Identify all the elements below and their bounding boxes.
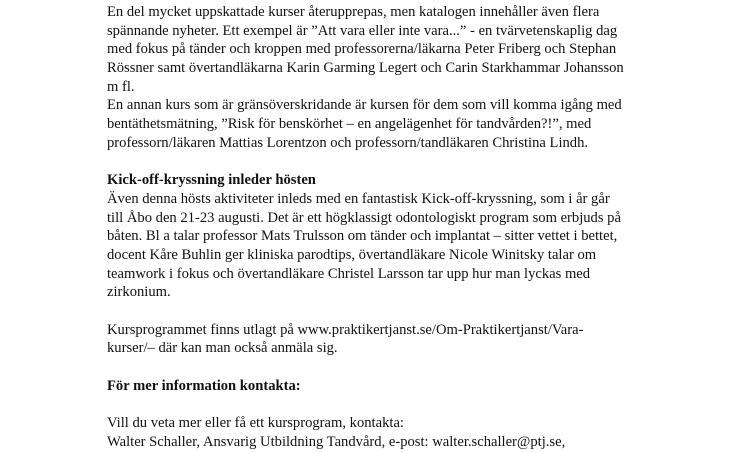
text-line: kurser/– där kan man också anmäla sig.: [107, 340, 338, 357]
text-line: teamwork i fokus och övertandläkare Christel Larsson tar upp hur man lyckas med: [107, 265, 591, 282]
text-line: professorn/läkaren Mattias Lorentzon och professorn/tandläkaren Christina Lindh.: [107, 134, 589, 151]
text-line: zirkonium.: [107, 284, 171, 301]
text-line: spännande nyheter. Ett exempel är ”Att vara eller inte vara...” - en tvärvetenskaplig dag: [107, 22, 618, 39]
paragraph-spacer: [107, 358, 637, 377]
text-line: Walter Schaller, Ansvarig Utbildning Tandvård, e-post: walter.schaller@ptj.se,: [107, 433, 566, 450]
text-line: En del mycket uppskattade kurser återupprepas, men katalogen innehåller även flera: [107, 4, 600, 20]
text-line: Även denna hösts aktiviteter inleds med en fantastisk Kick-off-kryssning, som i år går: [107, 190, 610, 207]
text-line: Vill du veta mer eller få ett kursprogram, kontakta:: [107, 415, 404, 432]
text-line: Rössner samt övertandläkarna Karin Garming Legert och Carin Starkhammar Johansson: [107, 60, 624, 77]
paragraph-bone-density-course: [107, 96, 637, 152]
paragraph-new-courses: [107, 3, 637, 96]
text-line: med fokus på tänder och kroppen med professorerna/läkarna Peter Friberg och Stephan: [107, 41, 617, 58]
section-kickoff-cruise: [107, 171, 637, 302]
text-line: Kursprogrammet finns utlagt på www.praktikertjanst.se/Om-Praktikertjanst/Vara-: [107, 321, 584, 338]
paragraph-spacer: [107, 302, 637, 321]
text-line: bentäthetsmätning, ”Risk för benskörhet – en angelägenhet för tandvården?!”, med: [107, 116, 592, 133]
paragraph-spacer: [107, 153, 637, 172]
document-page: [107, 3, 637, 452]
text-line: till Åbo den 21-23 augusti. Det är ett högklassigt odontologiskt program som erbjuds på: [107, 209, 621, 226]
paragraph-spacer: [107, 395, 637, 414]
section-heading: För mer information kontakta:: [107, 377, 301, 394]
text-line: m fl.: [107, 78, 135, 95]
text-line: En annan kurs som är gränsöverskridande är kursen för dem som vill komma igång med: [107, 97, 622, 114]
section-contact: [107, 377, 637, 452]
text-line: båten. Bl a talar professor Mats Trulsson om tänder och implantat – sitter vettet i bettet,: [107, 228, 618, 245]
section-heading: Kick-off-kryssning inleder hösten: [107, 172, 316, 189]
paragraph-course-program: [107, 321, 637, 358]
text-line: docent Kåre Buhlin ger kliniska parodtips, övertandläkare Nicole Winitsky talar om: [107, 246, 597, 263]
